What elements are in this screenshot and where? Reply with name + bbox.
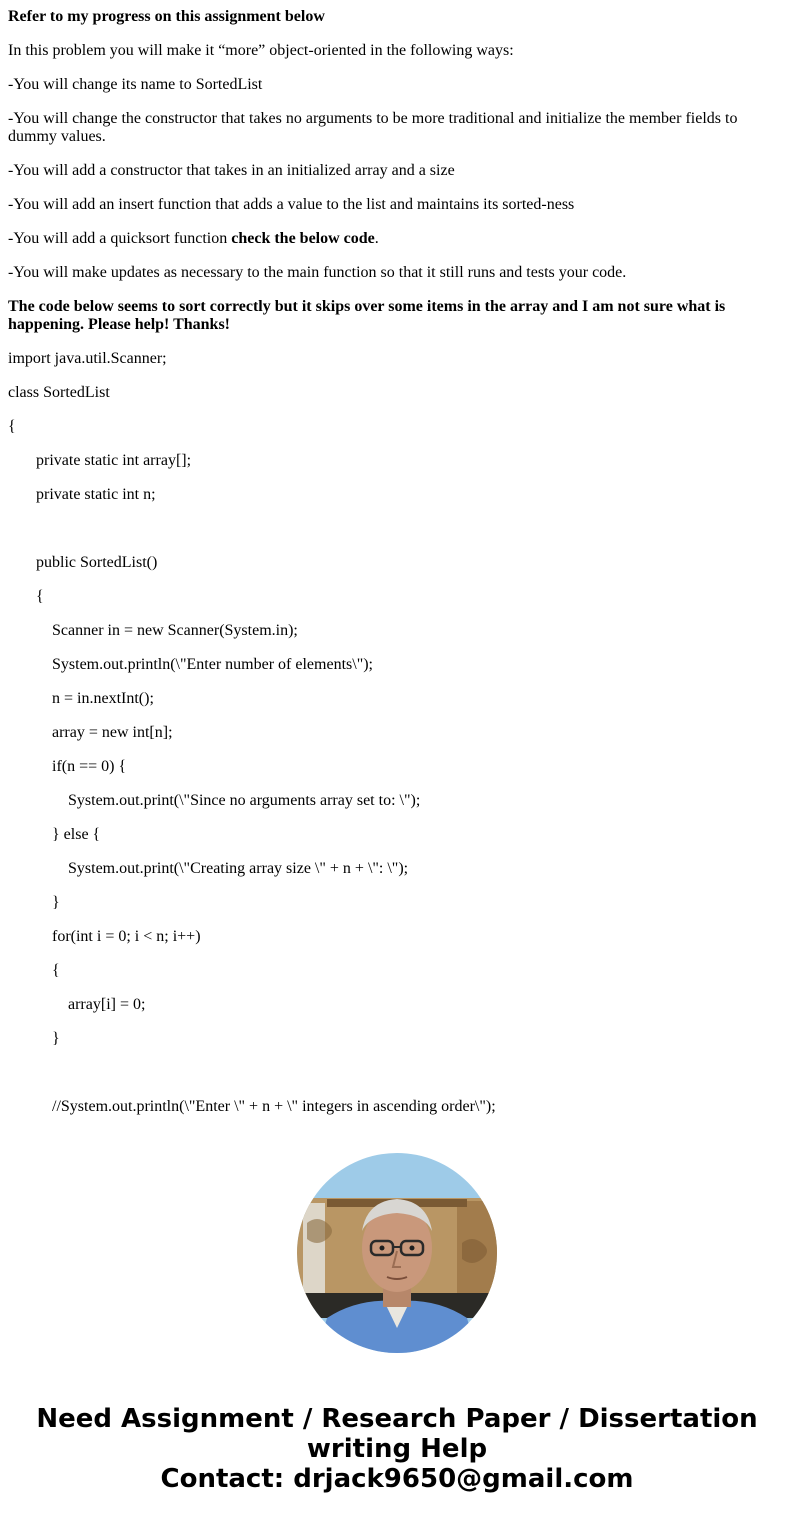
code-line: //System.out.println(\"Enter \" + n + \" integers in ascending order\"); [52, 1098, 496, 1115]
code-line: } else { [52, 826, 101, 843]
code-line: { [8, 418, 16, 435]
footer-line: Need Assignment / Research Paper / Dissertation [36, 1404, 758, 1434]
avatar [297, 1153, 497, 1353]
code-line: System.out.print(\"Creating array size \" + n + \": \"); [68, 860, 409, 877]
code-line: System.out.print(\"Since no arguments array set to: \"); [68, 792, 421, 809]
code-line: import java.util.Scanner; [8, 350, 167, 367]
requirement-item: -You will change its name to SortedList [8, 76, 263, 93]
requirement-item: -You will add a constructor that takes in an initialized array and a size [8, 162, 455, 179]
code-line: n = in.nextInt(); [52, 690, 154, 707]
code-line: } [52, 1030, 60, 1047]
footer-line: writing Help [306, 1434, 488, 1464]
post-intro: In this problem you will make it “more” object-oriented in the following ways: [8, 42, 514, 59]
code-line: private static int array[]; [36, 452, 192, 469]
quicksort-text: -You will add a quicksort function [8, 230, 232, 247]
post-heading: Refer to my progress on this assignment below [8, 8, 325, 25]
code-line: for(int i = 0; i < n; i++) [52, 928, 201, 945]
code-line: if(n == 0) { [52, 758, 127, 775]
post-content [8, 0, 786, 1116]
requirement-item: -You will add an insert function that adds a value to the list and maintains its sorted-ness [8, 196, 575, 213]
avatar-portrait-image [297, 1153, 497, 1353]
code-line: private static int n; [36, 486, 156, 503]
code-line: System.out.println(\"Enter number of elements\"); [52, 656, 373, 673]
code-line: public SortedList() [36, 554, 158, 571]
question-text: The code below seems to sort correctly but it skips over some items in the array and I am not sure what is happening. Please help! Thanks! [8, 298, 726, 333]
code-line: } [52, 894, 60, 911]
quicksort-emphasis: check the below code [231, 230, 375, 247]
code-line: class SortedList [8, 384, 110, 401]
requirement-item: -You will make updates as necessary to the main function so that it still runs and tests your code. [8, 264, 627, 281]
footer-contact: Contact: drjack9650@gmail.com [160, 1464, 634, 1494]
code-line: { [36, 588, 44, 605]
requirement-item: -You will change the constructor that takes no arguments to be more traditional and initialize the member fields to dummy values. [8, 110, 738, 145]
code-line: array[i] = 0; [68, 996, 146, 1013]
requirement-item-quicksort [8, 230, 786, 248]
footer-banner [0, 1404, 794, 1494]
quicksort-period: . [374, 230, 379, 247]
code-line: array = new int[n]; [52, 724, 173, 741]
code-line: Scanner in = new Scanner(System.in); [52, 622, 298, 639]
code-line: { [52, 962, 60, 979]
